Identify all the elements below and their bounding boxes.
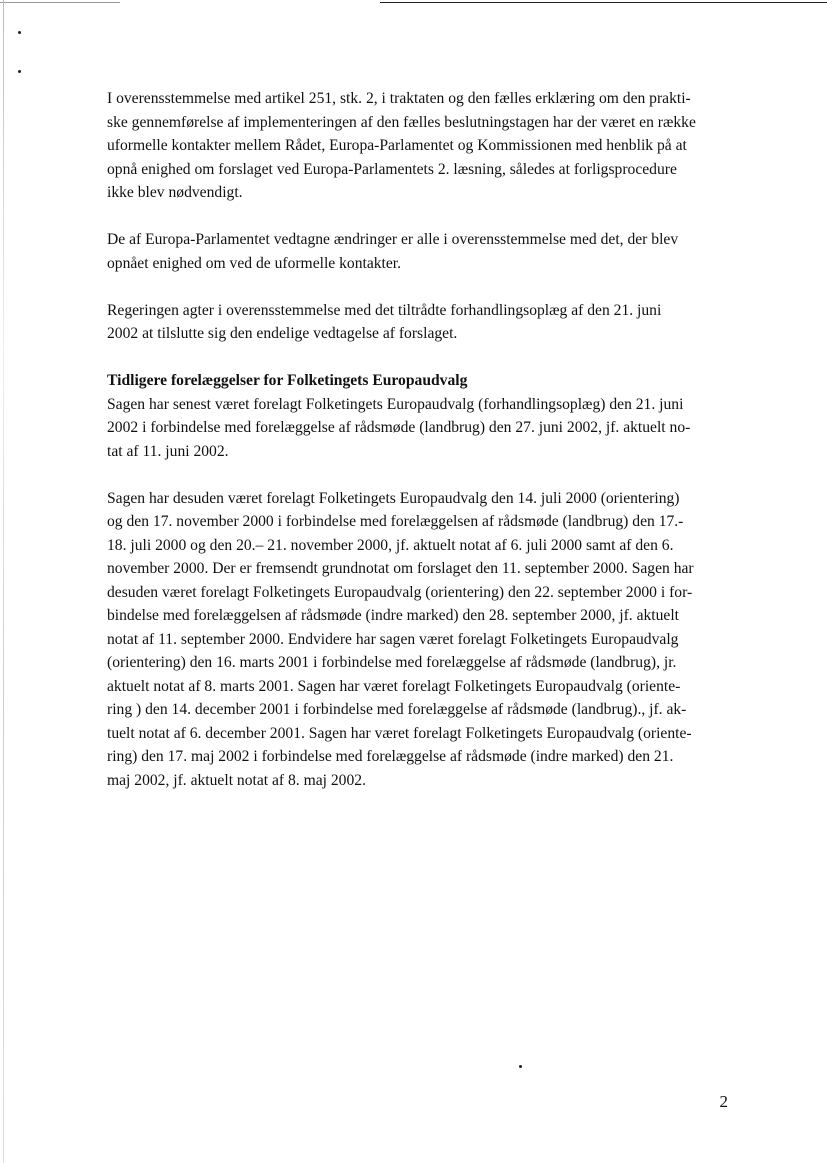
text-line: 2002 i forbindelse med forelæggelse af rådsmøde (landbrug) den 27. juni 2002, jf. aktuelt no-: [107, 419, 691, 436]
text-line: 18. juli 2000 og den 20.– 21. november 2000, jf. aktuelt notat af 6. juli 2000 samt af den 6.: [107, 536, 674, 554]
text-line: ikke blev nødvendigt.: [107, 184, 243, 201]
text-line: november 2000. Der er fremsendt grundnotat om forslaget den 11. september 2000. Sagen har: [107, 560, 694, 577]
page-number: 2: [719, 1092, 728, 1111]
text-line: tuelt notat af 6. december 2001. Sagen har været forelagt Folketingets Europaudvalg (oriente-: [107, 724, 692, 742]
text-line: Sagen har senest været forelagt Folketingets Europaudvalg (forhandlingsoplæg) den 21. juni: [107, 395, 684, 413]
text-line: notat af 11. september 2000. Endvidere har sagen været forelagt Folketingets Europaudvalg: [107, 630, 679, 648]
text-line: ring ) den 14. december 2001 i forbindelse med forelæggelse af rådsmøde (landbrug)., jf. ak-: [107, 701, 687, 718]
text-line: og den 17. november 2000 i forbindelse med forelæggelsen af rådsmøde (landbrug) den 17.-: [107, 513, 684, 530]
text-line: Regeringen agter i overensstemmelse med det tiltrådte forhandlingsoplæg af den 21. juni: [107, 301, 662, 319]
scan-artifact-edge: [3, 0, 4, 1163]
text-line: aktuelt notat af 8. marts 2001. Sagen har været forelagt Folketingets Europaudvalg (oriente-: [107, 677, 681, 695]
text-line: Sagen har desuden været forelagt Folketingets Europaudvalg den 14. juli 2000 (orientering): [107, 489, 680, 507]
paragraph: [107, 487, 737, 793]
text-line: opnået enighed om ved de uformelle kontakter.: [107, 254, 402, 272]
paragraph: [107, 299, 737, 346]
text-line: opnå enighed om forslaget ved Europa-Parlamentets 2. læsning, således at forligsprocedure: [107, 160, 677, 178]
scan-artifact-dot: [18, 70, 21, 73]
text-line: (orientering) den 16. marts 2001 i forbindelse med forelæggelse af rådsmøde (landbrug), jr.: [107, 654, 677, 671]
scan-artifact-dot: [18, 31, 21, 34]
scan-artifact-dot: [519, 1065, 522, 1068]
text-line: bindelse med forelæggelsen af rådsmøde (indre marked) den 28. september 2000, jf. aktuelt: [107, 607, 680, 624]
text-line: ring) den 17. maj 2002 i forbindelse med forelæggelse af rådsmøde (indre marked) den 21.: [107, 748, 674, 765]
text-line: uformelle kontakter mellem Rådet, Europa-Parlamentet og Kommissionen med henblik på at: [107, 137, 687, 154]
text-line: I overensstemmelse med artikel 251, stk. 2, i traktaten og den fælles erklæring om den prakti-: [107, 90, 691, 107]
paragraph: [107, 228, 737, 275]
paragraph: [107, 369, 737, 463]
text-line: desuden været forelagt Folketingets Europaudvalg (orientering) den 22. september 2000 i for-: [107, 583, 693, 601]
text-line: De af Europa-Parlamentet vedtagne ændringer er alle i overensstemmelse med det, der blev: [107, 231, 679, 248]
text-line: maj 2002, jf. aktuelt notat af 8. maj 2002.: [107, 771, 366, 789]
text-line: 2002 at tilslutte sig den endelige vedtagelse af forslaget.: [107, 325, 458, 342]
section-heading: Tidligere forelæggelser for Folketingets Europaudvalg: [107, 372, 468, 389]
scan-artifact-line: [0, 2, 120, 3]
text-line: ske gennemførelse af implementeringen af den fælles beslutningstagen har der været en række: [107, 113, 696, 131]
paragraph: [107, 87, 737, 205]
body-text: [107, 87, 737, 816]
scan-artifact-line: [380, 2, 827, 3]
text-line: tat af 11. juni 2002.: [107, 442, 229, 460]
